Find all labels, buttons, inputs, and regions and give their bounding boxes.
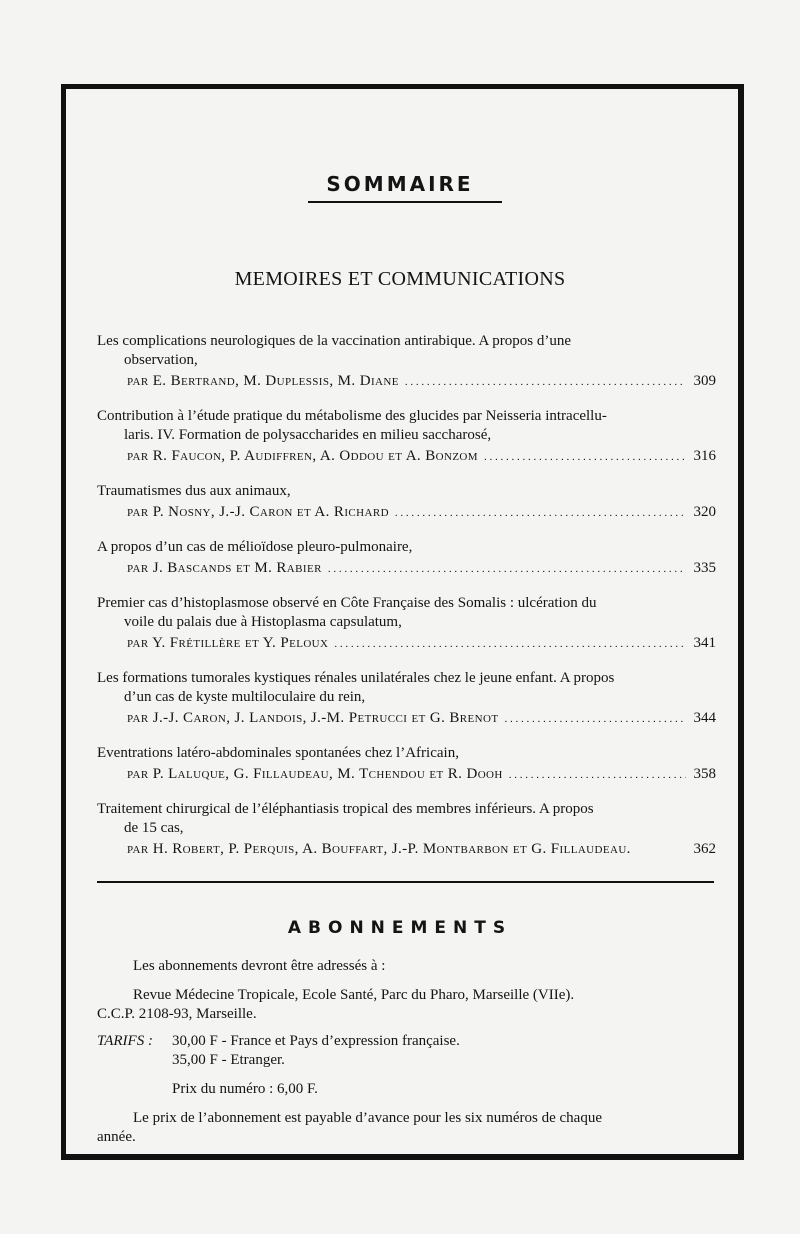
entry-authors: par P. Nosny, J.-J. Caron et A. Richard (127, 504, 389, 520)
toc-entry (97, 407, 716, 467)
entry-page: 362 (693, 841, 716, 857)
entry-page: 335 (693, 560, 716, 576)
toc-entry (97, 800, 716, 860)
subscriptions-block (97, 957, 716, 1147)
entry-authors: par E. Bertrand, M. Duplessis, M. Diane (127, 373, 399, 389)
title-underline (308, 201, 502, 203)
entry-title (97, 744, 716, 763)
entry-authors-line (97, 559, 716, 579)
payment-note-end: année. (97, 1129, 136, 1145)
entry-page: 358 (693, 766, 716, 782)
page-title: SOMMAIRE (326, 172, 474, 196)
entry-title-line: Les formations tumorales kystiques rénales unilatérales chez le jeune enfant. A propos (97, 670, 615, 686)
dot-leader (405, 372, 686, 392)
entry-title-line: Les complications neurologiques de la vaccination antirabique. A propos d’une (97, 333, 572, 349)
payment-note: Le prix de l’abonnement est payable d’avance pour les six numéros de chaque (133, 1110, 602, 1126)
entry-title-line: A propos d’un cas de mélioïdose pleuro-pulmonaire, (97, 539, 413, 555)
entry-authors-line (97, 840, 716, 860)
entry-authors: par P. Laluque, G. Fillaudeau, M. Tchendou et R. Dooh (127, 766, 503, 782)
toc-entry (97, 332, 716, 392)
toc-entry (97, 669, 716, 729)
section-divider (97, 881, 714, 883)
entry-title-line: Traitement chirurgical de l’éléphantiasis tropical des membres inférieurs. A propos (97, 801, 594, 817)
entry-title (97, 482, 716, 501)
entry-page: 341 (693, 635, 716, 651)
entry-page: 344 (693, 710, 716, 726)
entry-authors-line (97, 372, 716, 392)
entry-authors: par J.-J. Caron, J. Landois, J.-M. Petrucci et G. Brenot (127, 710, 499, 726)
entry-title (97, 800, 716, 838)
entry-page: 320 (693, 504, 716, 520)
entry-title (97, 407, 716, 445)
entry-authors-line (97, 503, 716, 523)
dot-leader (484, 447, 686, 467)
entry-title (97, 332, 716, 370)
entry-authors: par Y. Frétillère et Y. Peloux (127, 635, 329, 651)
entry-title-line: Contribution à l’étude pratique du métabolisme des glucides par Neisseria intracellu- (97, 408, 607, 424)
tarifs-spacer (97, 1051, 172, 1070)
entry-title-line: de 15 cas, (124, 820, 184, 836)
entry-title (97, 594, 716, 632)
section-title: MEMOIRES ET COMMUNICATIONS (234, 268, 566, 290)
tarif-line (97, 1032, 716, 1051)
tarifs-label: TARIFS : (97, 1033, 153, 1049)
entry-title (97, 669, 716, 707)
entry-page: 316 (693, 448, 716, 464)
entry-authors: par J. Bascands et M. Rabier (127, 560, 322, 576)
tarif-france: 30,00 F - France et Pays d’expression française. (172, 1033, 460, 1049)
entry-authors-line (97, 765, 716, 785)
subscriptions-address: Revue Médecine Tropicale, Ecole Santé, Parc du Pharo, Marseille (VIIe). (133, 987, 575, 1003)
dot-leader (334, 634, 686, 654)
entry-authors: par H. Robert, P. Perquis, A. Bouffart, J.-P. Montbarbon et G. Fillaudeau. (127, 841, 631, 857)
entry-authors: par R. Faucon, P. Audiffren, A. Oddou et A. Bonzom (127, 448, 478, 464)
tarif-etranger: 35,00 F - Etranger. (172, 1052, 285, 1068)
entry-title-line: Premier cas d’histoplasmose observé en Côte Française des Somalis : ulcération du (97, 595, 597, 611)
subscriptions-ccp: C.C.P. 2108-93, Marseille. (97, 1006, 257, 1022)
dot-leader (328, 559, 686, 579)
entry-title (97, 538, 716, 557)
entry-authors-line (97, 447, 716, 467)
table-of-contents (97, 332, 716, 875)
toc-entry (97, 594, 716, 654)
entry-title-line: observation, (124, 352, 198, 368)
entry-title-line: voile du palais due à Histoplasma capsulatum, (124, 614, 402, 630)
dot-leader (504, 709, 686, 729)
entry-authors-line (97, 709, 716, 729)
dot-leader (509, 765, 686, 785)
toc-entry (97, 538, 716, 579)
entry-page: 309 (693, 373, 716, 389)
entry-title-line: Eventrations latéro-abdominales spontanées chez l’Africain, (97, 745, 459, 761)
toc-entry (97, 482, 716, 523)
entry-title-line: laris. IV. Formation de polysaccharides en milieu saccharosé, (124, 427, 492, 443)
subscriptions-title: ABONNEMENTS (287, 918, 513, 938)
issue-price: Prix du numéro : 6,00 F. (172, 1081, 318, 1097)
tarif-line (97, 1051, 716, 1070)
entry-authors-line (97, 634, 716, 654)
entry-title-line: Traumatismes dus aux animaux, (97, 483, 291, 499)
toc-entry (97, 744, 716, 785)
subscriptions-intro: Les abonnements devront être adressés à : (133, 958, 386, 974)
entry-title-line: d’un cas de kyste multiloculaire du rein, (124, 689, 366, 705)
dot-leader (395, 503, 686, 523)
